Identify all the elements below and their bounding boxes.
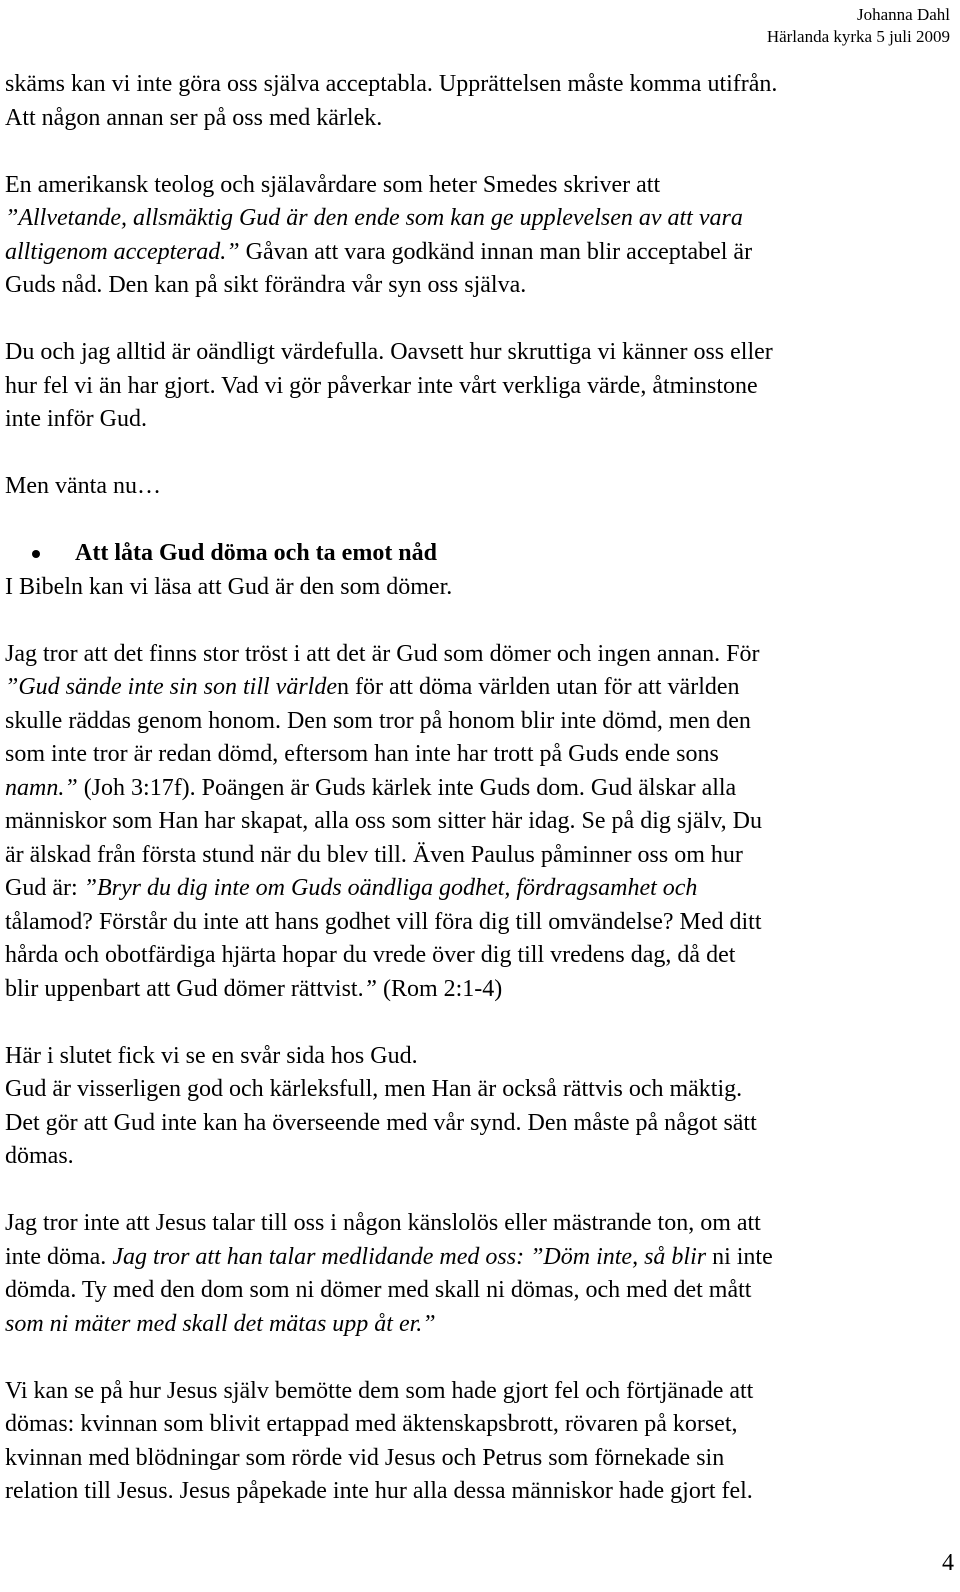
text-run: (Rom 2:1-4): [376, 975, 503, 1002]
quote-text: ”Allvetande, allsmäktig Gud är den ende som kan ge upplevelsen av att vara: [5, 205, 743, 231]
text-line: människor som Han har skapat, alla oss som sitter här idag. Se på dig själv, Du: [5, 808, 762, 834]
paragraph-2: [5, 169, 953, 303]
text-line: som inte tror är redan dömd, eftersom han inte har trott på Guds ende sons: [5, 741, 719, 767]
text-run: Gud är:: [5, 875, 84, 901]
text-line: relation till Jesus. Jesus påpekade inte hur alla dessa människor hade gjort fel.: [5, 1478, 753, 1504]
text-line: [5, 872, 953, 906]
text-line: [5, 1241, 953, 1275]
text-line: tålamod? Förstår du inte att hans godhet vill föra dig till omvändelse? Med ditt: [5, 908, 762, 935]
page-header: [767, 4, 950, 48]
text-line: Här i slutet fick vi se en svår sida hos Gud.: [5, 1042, 418, 1069]
quote-text: som ni mäter med skall det mätas upp åt er.”: [5, 1310, 436, 1337]
text-line: [5, 973, 953, 1007]
bullet-icon: [32, 550, 40, 558]
text-line: [5, 202, 953, 236]
text-line: Men vänta nu…: [5, 473, 161, 499]
text-line: dömas.: [5, 1143, 74, 1169]
text-run: blir uppenbart att Gud dömer rättvist.: [5, 975, 364, 1002]
text-line: Du och jag alltid är oändligt värdefulla. Oavsett hur skruttiga vi känner oss eller: [5, 339, 773, 365]
paragraph-4: [5, 470, 953, 504]
text-line: inte inför Gud.: [5, 406, 147, 432]
text-line: En amerikansk teolog och själavårdare som heter Smedes skriver att: [5, 171, 661, 198]
text-line: Jag tror att det finns stor tröst i att det är Gud som dömer och ingen annan. För: [5, 640, 760, 667]
text-line: [5, 236, 953, 270]
document-body: [5, 68, 953, 1509]
text-run: ni inte: [706, 1243, 773, 1270]
header-author: Johanna Dahl: [856, 5, 950, 24]
text-line: Att någon annan ser på oss med kärlek.: [5, 104, 383, 131]
text-line: [5, 671, 953, 705]
quote-text: alltigenom accepterad.”: [5, 238, 240, 265]
text-line: Jag tror inte att Jesus talar till oss i någon känslolös eller mästrande ton, om att: [5, 1210, 761, 1236]
paragraph-3: [5, 336, 953, 437]
paragraph-9: [5, 1375, 953, 1509]
paragraph-5: [5, 571, 953, 605]
quote-text: Jag tror att han talar medlidande med oss: ”Döm inte, så blir: [112, 1243, 707, 1270]
quote-text: namn.”: [5, 774, 78, 801]
text-line: Gud är visserligen god och kärleksfull, men Han är också rättvis och mäktig.: [5, 1076, 743, 1102]
text-line: [5, 1308, 953, 1342]
text-run: Gåvan att vara godkänd innan man blir acceptabel är: [239, 238, 753, 265]
text-line: Det gör att Gud inte kan ha överseende med vår synd. Den måste på något sätt: [5, 1109, 757, 1136]
text-run: (Joh 3:17f). Poängen är Guds kärlek inte Guds dom. Gud älskar alla: [77, 774, 737, 801]
quote-text: ”Bryr du dig inte om Guds oändliga godhet, fördragsamhet och: [83, 875, 698, 901]
text-line: Guds nåd. Den kan på sikt förändra vår syn oss själva.: [5, 272, 527, 298]
paragraph-7: [5, 1040, 953, 1174]
text-line: skulle räddas genom honom. Den som tror på honom blir inte dömd, men den: [5, 707, 751, 734]
text-line: Vi kan se på hur Jesus själv bemötte dem som hade gjort fel och förtjänade att: [5, 1377, 754, 1404]
page-number: 4: [942, 1550, 954, 1576]
text-line: dömas: kvinnan som blivit ertappad med äktenskapsbrott, rövaren på korset,: [5, 1411, 738, 1437]
text-line: [5, 772, 953, 806]
text-line: är älskad från första stund när du blev till. Även Paulus påminner oss om hur: [5, 841, 743, 868]
text-line: hårda och obotfärdiga hjärta hopar du vrede över dig till vredens dag, då det: [5, 942, 736, 968]
text-line: hur fel vi än har gjort. Vad vi gör påverkar inte vårt verkliga värde, åtminstone: [5, 372, 758, 399]
paragraph-6: [5, 638, 953, 1007]
paragraph-1: [5, 68, 953, 135]
text-line: dömda. Ty med den dom som ni dömer med skall ni dömas, och med det mått: [5, 1277, 752, 1303]
paragraph-8: [5, 1207, 953, 1341]
text-run: n för att döma världen utan för att världen: [337, 674, 740, 700]
quote-text: ”: [363, 975, 377, 1002]
quote-text: ”Gud sände inte sin son till världe: [5, 674, 337, 700]
text-run: inte döma.: [5, 1243, 113, 1270]
section-heading: [5, 537, 953, 571]
section-heading-text: Att låta Gud döma och ta emot nåd: [75, 540, 438, 566]
text-line: skäms kan vi inte göra oss själva acceptabla. Upprättelsen måste komma utifrån.: [5, 71, 778, 97]
header-place-date: Härlanda kyrka 5 juli 2009: [766, 27, 950, 46]
text-line: kvinnan med blödningar som rörde vid Jesus och Petrus som förnekade sin: [5, 1444, 725, 1471]
text-line: I Bibeln kan vi läsa att Gud är den som dömer.: [5, 573, 453, 600]
